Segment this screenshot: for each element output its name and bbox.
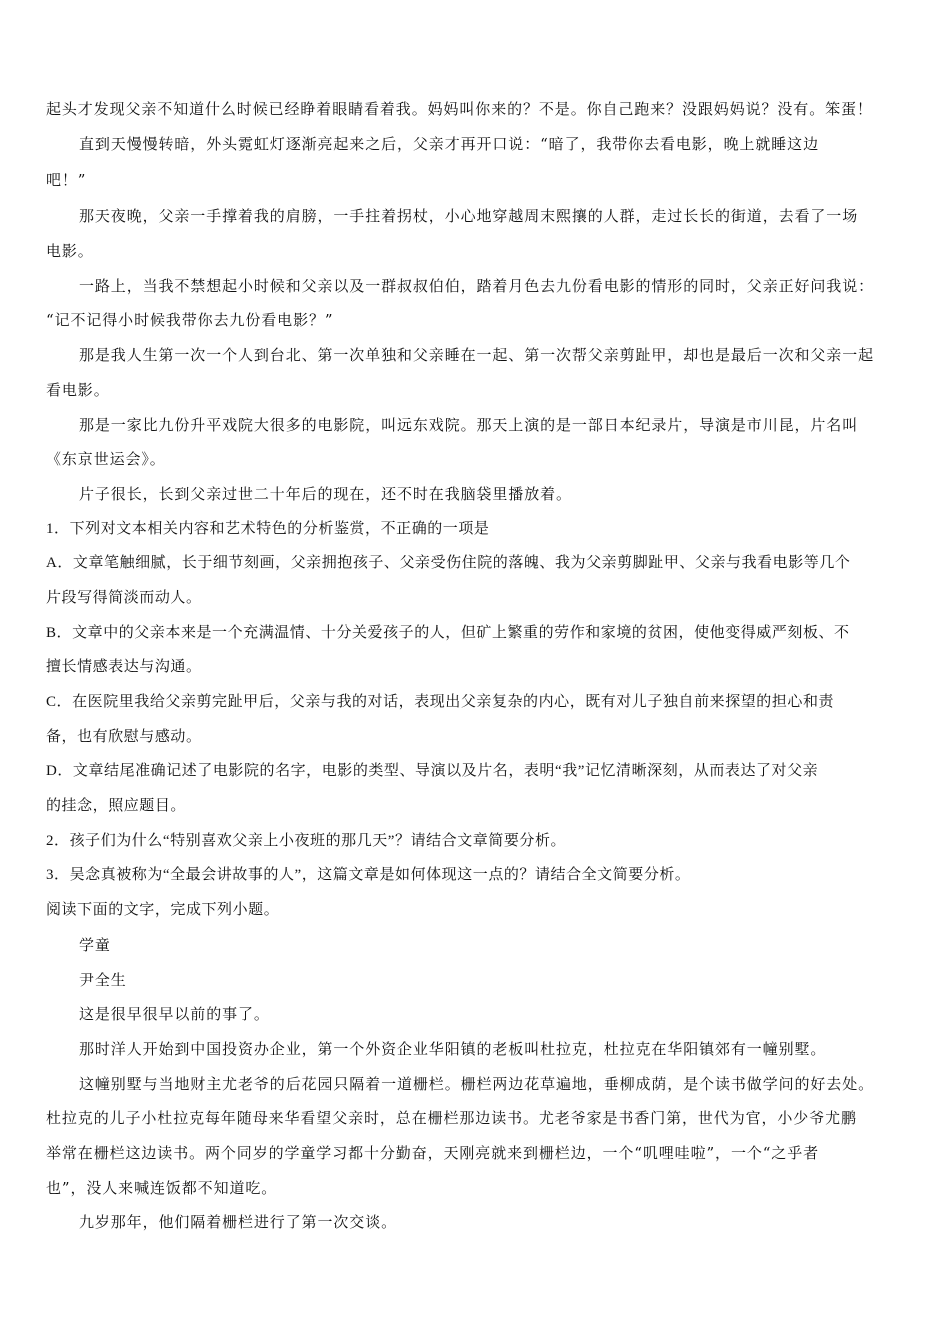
question-3: 3．吴念真被称为“全最会讲故事的人”，这篇文章是如何体现这一点的？请结合全文简要分析。 (46, 867, 691, 884)
paragraph-line: 举常在栅栏这边读书。两个同岁的学童学习都十分勤奋，天刚亮就来到栅栏边，一个“叽哩哇啦”，一个“之乎者 (46, 1143, 820, 1162)
option-b-cont: 擅长情感表达与沟通。 (46, 659, 202, 676)
paragraph-line: 那是我人生第一次一个人到台北、第一次单独和父亲睡在一起、第一次帮父亲剪趾甲，却也是最后一次和父亲一起 (79, 346, 875, 365)
paragraph-line: 那时洋人开始到中国投资办企业，第一个外资企业华阳镇的老板叫杜拉克，杜拉克在华阳镇郊有一幢别墅。 (79, 1039, 827, 1058)
paragraph-line: 这幢别墅与当地财主尤老爷的后花园只隔着一道栅栏。栅栏两边花草遍地，垂柳成荫，是个读书做学问的好去处。 (79, 1074, 875, 1093)
paragraph-line: 这是很早很早以前的事了。 (79, 1005, 270, 1024)
option-b: B．文章中的父亲本来是一个充满温情、十分关爱孩子的人，但矿上繁重的劳作和家境的贫困，使他变得威严刻板、不 (46, 624, 850, 641)
option-c: C．在医院里我给父亲剪完趾甲后，父亲与我的对话，表现出父亲复杂的内心，既有对儿子独自前来探望的担心和责 (46, 694, 835, 710)
paragraph-line: 起头才发现父亲不知道什么时候已经睁着眼睛看着我。妈妈叫你来的？不是。你自己跑来？没跟妈妈说？没有。笨蛋！ (46, 100, 873, 118)
paragraph-line: 看电影。 (46, 380, 110, 399)
option-c-cont: 备，也有欣慰与感动。 (46, 728, 202, 745)
reading-instruction: 阅读下面的文字，完成下列小题。 (46, 902, 280, 919)
paragraph-line: 杜拉克的儿子小杜拉克每年随母来华看望父亲时，总在栅栏那边读书。尤老爷家是书香门第，世代为官，小少爷尤鹏 (46, 1109, 857, 1128)
paragraph-line: 九岁那年，他们隔着栅栏进行了第一次交谈。 (79, 1213, 398, 1232)
option-a: A．文章笔触细腻，长于细节刻画，父亲拥抱孩子、父亲受伤住院的落魄、我为父亲剪脚趾甲、父亲与我看电影等几个 (46, 555, 851, 572)
story-title: 学童 (79, 935, 111, 954)
story-author: 尹全生 (79, 970, 127, 989)
paragraph-line: 那是一家比九份升平戏院大很多的电影院，叫远东戏院。那天上演的是一部日本纪录片，导演是市川昆，片名叫 (79, 415, 859, 434)
paragraph-line: 也”，没人来喊连饭都不知道吃。 (46, 1178, 278, 1197)
paragraph-line: 片子很长，长到父亲过世二十年后的现在，还不时在我脑袋里播放着。 (79, 484, 572, 503)
paragraph-line: 那天夜晚，父亲一手撑着我的肩膀，一手拄着拐杖，小心地穿越周末熙攘的人群，走过长长的街道，去看了一场 (79, 207, 859, 226)
option-d-cont: 的挂念，照应题目。 (46, 798, 186, 815)
paragraph-line: “记不记得小时候我带你去九份看电影？” (46, 311, 334, 330)
document-page (46, 92, 908, 1240)
question-2: 2．孩子们为什么“特别喜欢父亲上小夜班的那几天”？请结合文章简要分析。 (46, 832, 567, 849)
option-a-cont: 片段写得简淡而动人。 (46, 589, 202, 606)
option-d: D．文章结尾准确记述了电影院的名字，电影的类型、导演以及片名，表明“我”记忆清晰深刻，从而表达了对父亲 (46, 763, 819, 780)
paragraph-line: 《东京世运会》。 (46, 450, 166, 469)
paragraph-line: 直到天慢慢转暗，外头霓虹灯逐渐亮起来之后，父亲才再开口说：“暗了，我带你去看电影，晚上就睡这边 (79, 134, 819, 153)
paragraph-line: 一路上，当我不禁想起小时候和父亲以及一群叔叔伯伯，踏着月色去九份看电影的情形的同时，父亲正好问我说： (79, 276, 875, 295)
paragraph-line: 电影。 (46, 242, 94, 261)
question-1: 1．下列对文本相关内容和艺术特色的分析鉴赏，不正确的一项是 (46, 520, 490, 537)
paragraph-line: 吧！” (46, 171, 87, 190)
